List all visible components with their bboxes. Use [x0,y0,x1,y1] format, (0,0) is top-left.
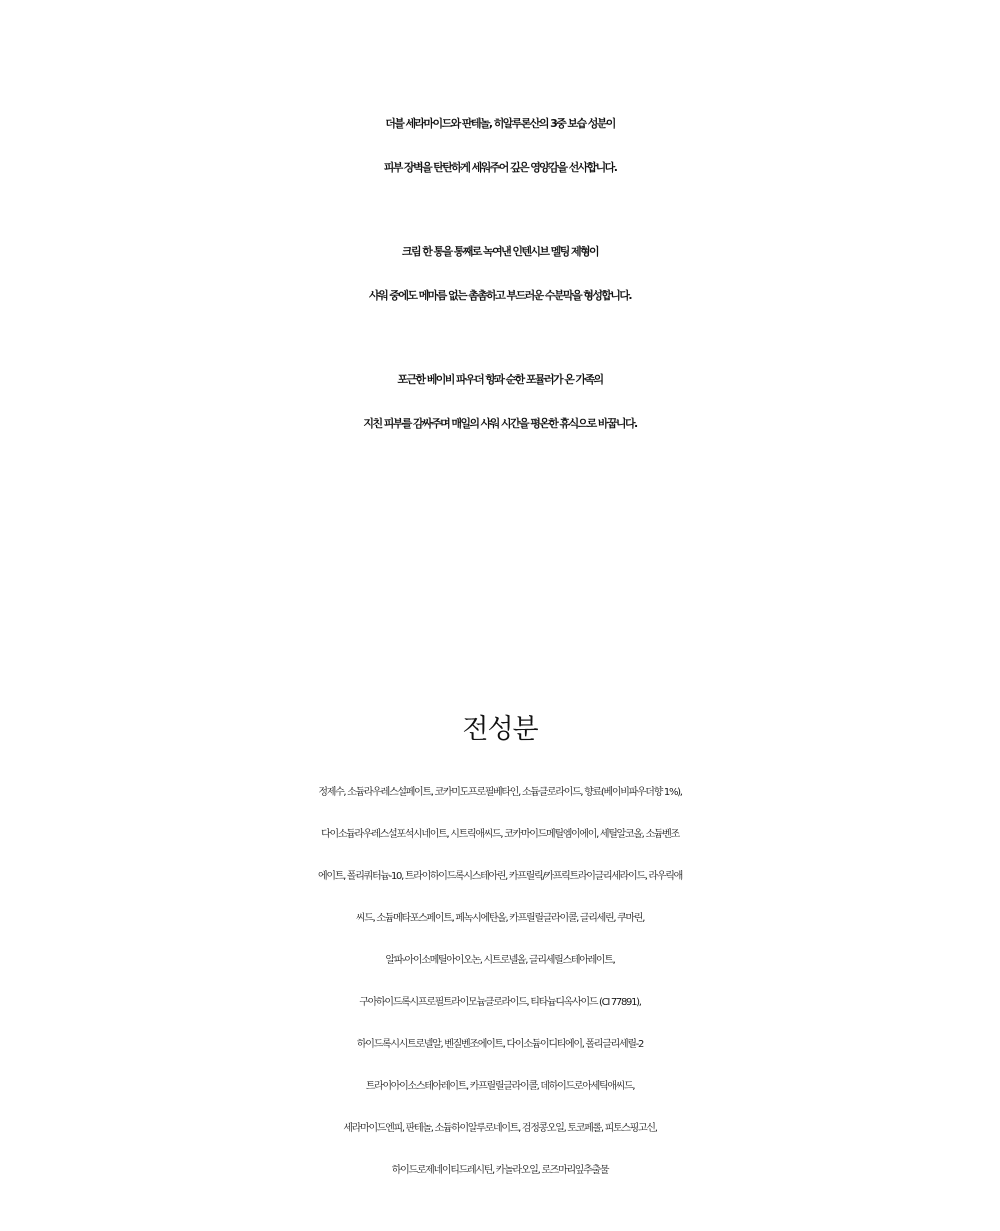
description-paragraph-scent [0,358,1000,446]
description-line: 피부 장벽을 탄탄하게 세워주어 깊은 영양감을 선사합니다. [383,161,617,174]
ingredients-line: 알파-아이소메틸아이오논, 시트로넬올, 글리세릴스테아레이트, [385,955,615,966]
description-line: 크림 한 통을 통째로 녹여낸 인텐시브 멜팅 제형이 [401,245,599,258]
ingredients-line: 트라이아이소스테아레이트, 카프릴릴글라이콜, 데하이드로아세틱애씨드, [365,1081,635,1092]
ingredients-line: 하이드로제네이티드레시틴, 카놀라오일, 로즈마리잎추출물 [391,1165,609,1176]
description-line: 지친 피부를 감싸주며 매일의 샤워 시간을 평온한 휴식으로 바꿉니다. [363,417,637,430]
ingredients-line: 씨드, 소듐메타포스페이트, 페녹시에탄올, 카프릴릴글라이콜, 글리세린, 쿠마린, [355,913,645,924]
ingredients-list [0,772,1000,1192]
ingredients-line: 에이트, 폴리쿼터늄-10, 트라이하이드록시스테아린, 카프릴릭/카프릭트라이글리세라이드, 라우릭애 [318,871,682,882]
ingredients-section [0,710,1000,1192]
product-description [0,102,1000,446]
description-paragraph-moisture [0,102,1000,190]
ingredients-line: 하이드록시시트로넬알, 벤질벤조에이트, 다이소듐이디티에이, 폴리글리세릴-2 [356,1039,644,1050]
description-line: 더블 세라마이드와 판테놀, 히알루론산의 3중 보습 성분이 [385,117,615,130]
description-line: 샤워 중에도 메마름 없는 촘촘하고 부드러운 수분막을 형성합니다. [369,289,631,302]
ingredients-line: 세라마이드엔피, 판테놀, 소듐하이알루로네이트, 검정콩오일, 토코페롤, 피토스핑고신, [343,1123,657,1134]
ingredients-line: 정제수, 소듐라우레스설페이트, 코카미도프로필베타인, 소듐클로라이드, 향료(베이비파우더향 1%), [318,787,682,798]
description-line: 포근한 베이비 파우더 향과 순한 포뮬러가 온 가족의 [397,373,603,386]
ingredients-title: 전성분 [462,714,538,745]
description-paragraph-texture [0,230,1000,318]
ingredients-line: 다이소듐라우레스설포석시네이트, 시트릭애씨드, 코카마이드메틸엠이에이, 세틸알코올, 소듐벤조 [321,829,679,840]
ingredients-line: 구아하이드록시프로필트라이모늄클로라이드, 티타늄디옥사이드 (CI 77891), [359,997,641,1008]
